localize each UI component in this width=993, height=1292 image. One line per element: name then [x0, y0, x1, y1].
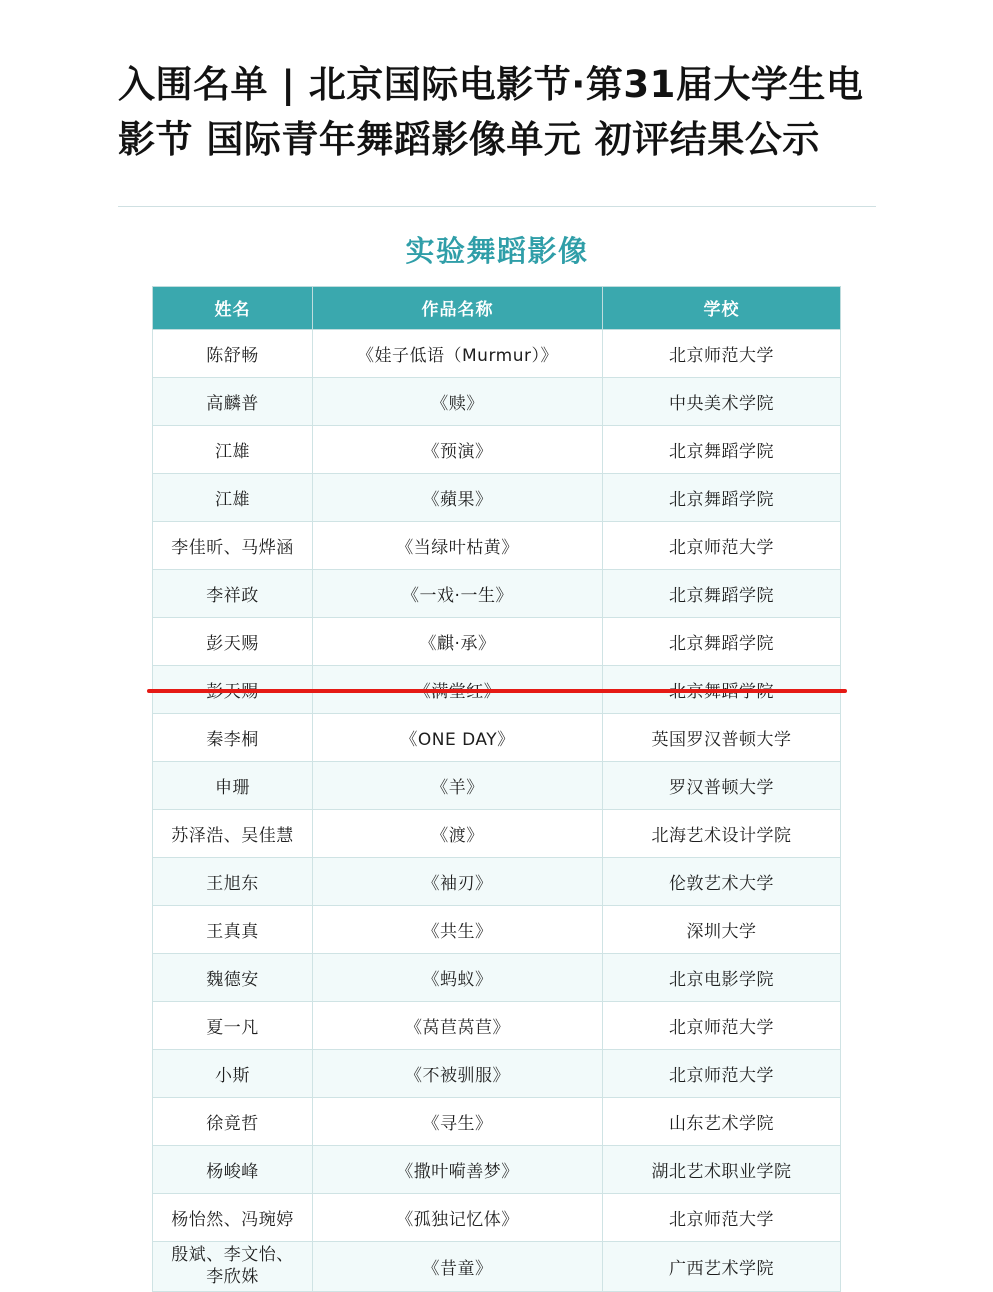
cell-work: 《袖刃》 — [313, 857, 603, 905]
table-row — [153, 713, 841, 761]
cell-school: 北京师范大学 — [603, 329, 841, 377]
cell-name: 彭天赐 — [153, 617, 313, 665]
table-row — [153, 905, 841, 953]
table-row — [153, 617, 841, 665]
table-row — [153, 953, 841, 1001]
cell-school: 北京舞蹈学院 — [603, 473, 841, 521]
table-row — [153, 809, 841, 857]
cell-work: 《昔童》 — [313, 1241, 603, 1292]
cell-name: 李祥政 — [153, 569, 313, 617]
cell-school: 北京师范大学 — [603, 1049, 841, 1097]
cell-work: 《麒·承》 — [313, 617, 603, 665]
cell-work: 《莴苣莴苣》 — [313, 1001, 603, 1049]
table-row — [153, 377, 841, 425]
cell-name: 王旭东 — [153, 857, 313, 905]
cell-name: 杨怡然、冯琬婷 — [153, 1193, 313, 1241]
cell-name: 魏德安 — [153, 953, 313, 1001]
nominee-table — [152, 286, 841, 1292]
cell-school: 北京舞蹈学院 — [603, 425, 841, 473]
title-divider — [118, 206, 876, 207]
cell-work: 《ONE DAY》 — [313, 713, 603, 761]
cell-school: 北京舞蹈学院 — [603, 617, 841, 665]
cell-school: 英国罗汉普顿大学 — [603, 713, 841, 761]
cell-work: 《渡》 — [313, 809, 603, 857]
cell-name: 高麟普 — [153, 377, 313, 425]
table-body — [153, 329, 841, 1292]
table-row — [153, 521, 841, 569]
cell-name: 陈舒畅 — [153, 329, 313, 377]
table-row — [153, 329, 841, 377]
table-row — [153, 1145, 841, 1193]
table-row — [153, 569, 841, 617]
cell-work: 《娃子低语（Murmur）》 — [313, 329, 603, 377]
cell-name: 江雄 — [153, 425, 313, 473]
table-row — [153, 1241, 841, 1292]
cell-work: 《预演》 — [313, 425, 603, 473]
cell-name: 殷斌、李文怡、 李欣姝 — [153, 1241, 313, 1292]
highlight-underline — [147, 689, 847, 693]
cell-school: 湖北艺术职业学院 — [603, 1145, 841, 1193]
column-header-school: 学校 — [603, 286, 841, 329]
cell-work: 《寻生》 — [313, 1097, 603, 1145]
table-header-row — [153, 286, 841, 329]
cell-school: 中央美术学院 — [603, 377, 841, 425]
cell-school: 罗汉普顿大学 — [603, 761, 841, 809]
column-header-name: 姓名 — [153, 286, 313, 329]
cell-work: 《孤独记忆体》 — [313, 1193, 603, 1241]
cell-school: 山东艺术学院 — [603, 1097, 841, 1145]
cell-work: 《赎》 — [313, 377, 603, 425]
cell-name: 江雄 — [153, 473, 313, 521]
cell-name: 秦李桐 — [153, 713, 313, 761]
section-heading: 实验舞蹈影像 — [405, 233, 589, 268]
table-row — [153, 1001, 841, 1049]
cell-school: 广西艺术学院 — [603, 1241, 841, 1292]
cell-name: 王真真 — [153, 905, 313, 953]
table-row — [153, 425, 841, 473]
cell-work: 《撒叶嗬善梦》 — [313, 1145, 603, 1193]
cell-school: 北海艺术设计学院 — [603, 809, 841, 857]
cell-name: 申珊 — [153, 761, 313, 809]
table-row — [153, 473, 841, 521]
table-row — [153, 1193, 841, 1241]
cell-work: 《蘋果》 — [313, 473, 603, 521]
table-row — [153, 857, 841, 905]
cell-name: 小斯 — [153, 1049, 313, 1097]
cell-work: 《不被驯服》 — [313, 1049, 603, 1097]
column-header-work: 作品名称 — [313, 286, 603, 329]
cell-school: 北京师范大学 — [603, 521, 841, 569]
cell-work: 《羊》 — [313, 761, 603, 809]
cell-school: 深圳大学 — [603, 905, 841, 953]
cell-name: 杨峻峰 — [153, 1145, 313, 1193]
page-title: 入围名单 | 北京国际电影节·第31届大学生电影节 国际青年舞蹈影像单元 初评结果公示 — [118, 63, 864, 161]
table-row — [153, 1049, 841, 1097]
cell-name: 夏一凡 — [153, 1001, 313, 1049]
table-row — [153, 1097, 841, 1145]
cell-school: 北京电影学院 — [603, 953, 841, 1001]
cell-name: 苏泽浩、吴佳慧 — [153, 809, 313, 857]
cell-school: 伦敦艺术大学 — [603, 857, 841, 905]
table-row — [153, 761, 841, 809]
cell-work: 《蚂蚁》 — [313, 953, 603, 1001]
cell-school: 北京师范大学 — [603, 1193, 841, 1241]
cell-work: 《共生》 — [313, 905, 603, 953]
cell-work: 《一戏·一生》 — [313, 569, 603, 617]
cell-name: 李佳昕、马烨涵 — [153, 521, 313, 569]
cell-school: 北京师范大学 — [603, 1001, 841, 1049]
cell-name: 徐竟哲 — [153, 1097, 313, 1145]
cell-work: 《当绿叶枯黄》 — [313, 521, 603, 569]
cell-school: 北京舞蹈学院 — [603, 569, 841, 617]
